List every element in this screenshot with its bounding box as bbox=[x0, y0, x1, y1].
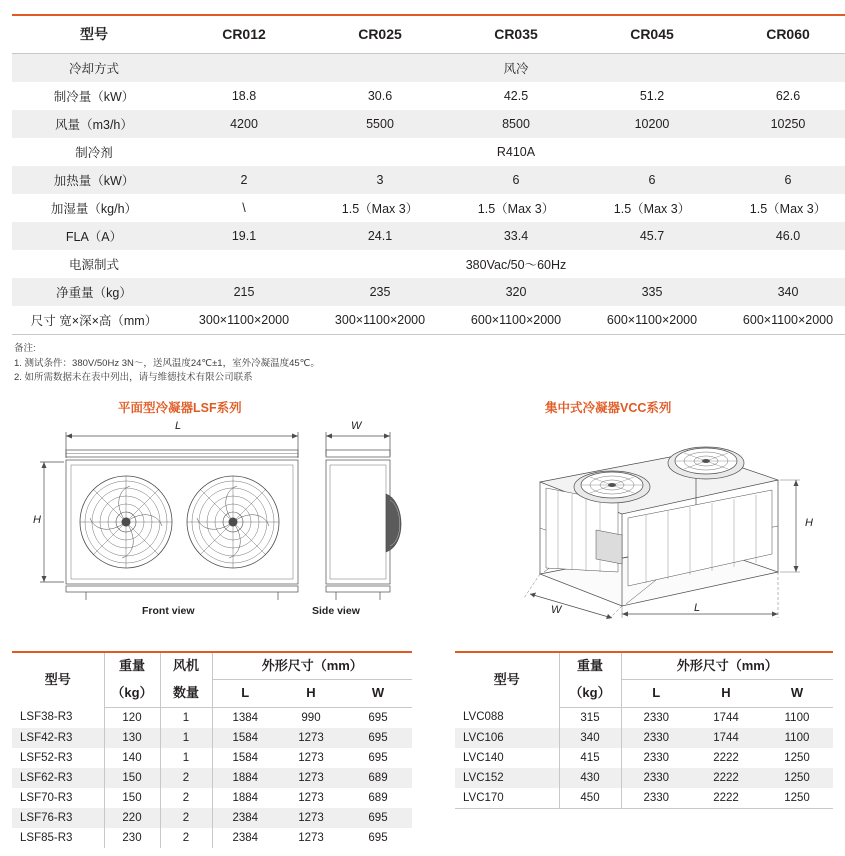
vcc-header-W: W bbox=[761, 680, 833, 707]
lsf-cell-W: 695 bbox=[368, 751, 388, 764]
row-value: 46.0 bbox=[775, 229, 801, 243]
row-label: 加湿量（kg/h） bbox=[50, 202, 138, 216]
lsf-cell-L: 2384 bbox=[232, 811, 259, 824]
vcc-cell-model: LVC088 bbox=[455, 707, 559, 728]
vcc-cell-weight: 315 bbox=[559, 707, 621, 728]
vcc-cell-L: 2330 bbox=[643, 711, 670, 724]
lsf-length-label: L bbox=[175, 420, 182, 433]
vcc-cell-model: LVC170 bbox=[455, 788, 559, 809]
row-value: 2 bbox=[240, 173, 248, 187]
spec-header-model: 型号 bbox=[80, 26, 108, 42]
lsf-cell-L: 1884 bbox=[232, 791, 259, 804]
lsf-header-weight-1: 重量 bbox=[104, 652, 160, 680]
row-value: \ bbox=[242, 201, 246, 215]
vcc-cell-W: 1250 bbox=[784, 751, 810, 764]
lsf-header-fan-1: 风机 bbox=[160, 652, 212, 680]
lsf-cell-W: 695 bbox=[368, 711, 388, 724]
row-label: 风量（m3/h） bbox=[55, 118, 133, 132]
table-row bbox=[12, 306, 845, 335]
lsf-cell-weight: 230 bbox=[104, 828, 160, 848]
diagram-captions bbox=[0, 398, 845, 418]
table-row bbox=[455, 707, 833, 728]
row-value: 10200 bbox=[634, 117, 670, 131]
lsf-cell-L: 1884 bbox=[232, 771, 259, 784]
lsf-cell-model: LSF70-R3 bbox=[12, 788, 104, 808]
vcc-cell-model: LVC140 bbox=[455, 748, 559, 768]
row-value: 215 bbox=[233, 285, 255, 299]
lsf-cell-H: 1273 bbox=[298, 731, 324, 744]
lsf-cell-weight: 220 bbox=[104, 808, 160, 828]
lsf-cell-fans: 2 bbox=[160, 808, 212, 828]
row-value: 62.6 bbox=[775, 89, 801, 103]
table-row bbox=[12, 54, 845, 83]
table-row bbox=[12, 788, 412, 808]
row-value: 42.5 bbox=[503, 89, 529, 103]
row-value: 1.5（Max 3） bbox=[613, 202, 691, 216]
row-value: 1.5（Max 3） bbox=[477, 202, 555, 216]
vcc-cell-model: LVC152 bbox=[455, 768, 559, 788]
row-value: 51.2 bbox=[639, 89, 665, 103]
row-value: 320 bbox=[505, 285, 527, 299]
row-value: 300×1100×2000 bbox=[312, 306, 448, 335]
lsf-cell-fans: 1 bbox=[160, 707, 212, 728]
table-row bbox=[12, 138, 845, 166]
table-row bbox=[12, 82, 845, 110]
spec-header-cr060: CR060 bbox=[766, 26, 810, 42]
lsf-table-head bbox=[12, 652, 412, 707]
lsf-header-model: 型号 bbox=[12, 652, 104, 707]
table-row bbox=[455, 728, 833, 748]
lsf-height-label: H bbox=[33, 514, 41, 527]
vcc-cell-L: 2330 bbox=[643, 731, 670, 744]
table-row bbox=[12, 110, 845, 138]
lsf-cell-H: 1273 bbox=[298, 771, 324, 784]
vcc-header-row-1 bbox=[455, 652, 833, 680]
row-value: 6 bbox=[512, 173, 520, 187]
row-value: 340 bbox=[777, 285, 799, 299]
diagram-area bbox=[0, 422, 845, 637]
row-value: 335 bbox=[641, 285, 663, 299]
table-row bbox=[12, 194, 845, 222]
vcc-dimension-table bbox=[455, 651, 833, 809]
row-label: 制冷量（kW） bbox=[53, 90, 135, 104]
row-value: 235 bbox=[369, 285, 391, 299]
lsf-cell-W: 689 bbox=[368, 791, 388, 804]
row-value: 5500 bbox=[366, 117, 394, 131]
vcc-header-weight-2: （kg） bbox=[559, 680, 621, 707]
front-view-label: Front view bbox=[142, 605, 195, 618]
datasheet-page bbox=[0, 14, 845, 852]
lsf-header-fan-2: 数量 bbox=[160, 680, 212, 707]
lsf-cell-model: LSF38-R3 bbox=[12, 707, 104, 728]
lsf-cell-W: 695 bbox=[368, 731, 388, 744]
row-value: 600×1100×2000 bbox=[720, 306, 845, 335]
lsf-cell-L: 2384 bbox=[232, 831, 259, 844]
row-label: FLA（A） bbox=[65, 230, 123, 244]
lsf-cell-model: LSF42-R3 bbox=[12, 728, 104, 748]
table-row bbox=[455, 768, 833, 788]
row-value: 4200 bbox=[230, 117, 258, 131]
lsf-cell-weight: 120 bbox=[104, 707, 160, 728]
side-view-label: Side view bbox=[312, 605, 360, 618]
vcc-cell-L: 2330 bbox=[643, 771, 670, 784]
vcc-header-weight-1: 重量 bbox=[559, 652, 621, 680]
row-value: 19.1 bbox=[231, 229, 257, 243]
row-value: 18.8 bbox=[231, 89, 257, 103]
vcc-header-H: H bbox=[691, 680, 761, 707]
vcc-cell-L: 2330 bbox=[643, 751, 670, 764]
table-row bbox=[12, 166, 845, 194]
spec-header-cr025: CR025 bbox=[358, 26, 402, 42]
lsf-condenser-drawing bbox=[30, 422, 430, 627]
spec-header-cr012: CR012 bbox=[222, 26, 266, 42]
lsf-header-group: 外形尺寸（mm） bbox=[212, 652, 412, 680]
spec-header-cr035: CR035 bbox=[494, 26, 538, 42]
row-value: 10250 bbox=[770, 117, 806, 131]
vcc-cell-H: 2222 bbox=[713, 771, 739, 784]
row-value: 30.6 bbox=[367, 89, 393, 103]
table-row bbox=[455, 788, 833, 809]
lsf-width-label: W bbox=[351, 420, 362, 433]
row-value: 1.5（Max 3） bbox=[341, 202, 419, 216]
spec-table-body bbox=[12, 54, 845, 335]
spec-header-row bbox=[12, 15, 845, 54]
notes-line-1: 1. 测试条件：380V/50Hz 3N～，送风温度24℃±1，室外冷凝温度45℃。 bbox=[14, 357, 320, 369]
vcc-cell-W: 1100 bbox=[784, 711, 810, 724]
table-row bbox=[12, 768, 412, 788]
vcc-cell-weight: 415 bbox=[559, 748, 621, 768]
vcc-cell-H: 1744 bbox=[713, 711, 739, 724]
lsf-cell-model: LSF52-R3 bbox=[12, 748, 104, 768]
row-value: 24.1 bbox=[367, 229, 393, 243]
row-label: 冷却方式 bbox=[68, 62, 119, 76]
table-row bbox=[12, 748, 412, 768]
vcc-cell-W: 1250 bbox=[761, 788, 833, 809]
vcc-header-L: L bbox=[621, 680, 691, 707]
row-value: 3 bbox=[376, 173, 384, 187]
row-merged-value: R410A bbox=[496, 145, 536, 159]
notes-title: 备注: bbox=[14, 343, 36, 354]
lsf-header-H: H bbox=[278, 680, 344, 707]
table-row bbox=[12, 250, 845, 278]
lsf-cell-H: 1273 bbox=[298, 791, 324, 804]
row-value: 1.5（Max 3） bbox=[749, 202, 827, 216]
lsf-header-L: L bbox=[212, 680, 278, 707]
lsf-cell-fans: 2 bbox=[160, 788, 212, 808]
vcc-cell-W: 1100 bbox=[784, 731, 810, 744]
table-row bbox=[12, 278, 845, 306]
spec-header-cr045: CR045 bbox=[630, 26, 674, 42]
vcc-cell-weight: 430 bbox=[559, 768, 621, 788]
row-label: 加热量（kW） bbox=[53, 174, 135, 188]
lsf-cell-weight: 140 bbox=[104, 748, 160, 768]
row-label: 制冷剂 bbox=[75, 146, 113, 160]
lsf-cell-H: 1273 bbox=[298, 751, 324, 764]
row-merged-value: 380Vac/50～60Hz bbox=[465, 258, 567, 272]
lsf-cell-fans: 2 bbox=[160, 768, 212, 788]
row-value: 8500 bbox=[502, 117, 530, 131]
lsf-cell-L: 1384 bbox=[232, 711, 259, 724]
vcc-length-label: L bbox=[694, 602, 701, 615]
vcc-header-group: 外形尺寸（mm） bbox=[621, 652, 833, 680]
vcc-cell-model: LVC106 bbox=[455, 728, 559, 748]
lsf-cell-W: 695 bbox=[368, 831, 388, 844]
vcc-condenser-drawing bbox=[500, 422, 820, 627]
lsf-cell-weight: 130 bbox=[104, 728, 160, 748]
table-row bbox=[12, 808, 412, 828]
vcc-width-label: W bbox=[551, 604, 562, 617]
specifications-table bbox=[12, 14, 845, 335]
notes-block bbox=[14, 342, 831, 386]
vcc-cell-H: 1744 bbox=[713, 731, 739, 744]
lsf-cell-model: LSF85-R3 bbox=[12, 828, 104, 848]
vcc-cell-weight: 340 bbox=[559, 728, 621, 748]
lsf-cell-fans: 1 bbox=[160, 748, 212, 768]
lsf-cell-fans: 2 bbox=[160, 828, 212, 848]
lsf-cell-fans: 1 bbox=[160, 728, 212, 748]
lsf-cell-L: 1584 bbox=[232, 731, 259, 744]
row-value: 6 bbox=[784, 173, 792, 187]
row-value: 300×1100×2000 bbox=[176, 306, 312, 335]
row-value: 600×1100×2000 bbox=[584, 306, 720, 335]
vcc-cell-L: 2330 bbox=[621, 788, 691, 809]
vcc-table-body bbox=[455, 707, 833, 808]
row-label: 净重量（kg） bbox=[56, 286, 132, 300]
row-value: 45.7 bbox=[639, 229, 665, 243]
lsf-cell-model: LSF76-R3 bbox=[12, 808, 104, 828]
lsf-table-body bbox=[12, 707, 412, 848]
vcc-height-label: H bbox=[805, 517, 813, 530]
vcc-cell-H: 2222 bbox=[691, 788, 761, 809]
lsf-cell-L: 1584 bbox=[232, 751, 259, 764]
lsf-cell-weight: 150 bbox=[104, 768, 160, 788]
lsf-cell-H: 990 bbox=[301, 711, 321, 724]
table-row bbox=[12, 728, 412, 748]
lsf-cell-W: 689 bbox=[368, 771, 388, 784]
lsf-cell-W: 695 bbox=[368, 811, 388, 824]
vcc-header-model: 型号 bbox=[455, 652, 559, 707]
vcc-cell-H: 2222 bbox=[713, 751, 739, 764]
caption-lsf: 平面型冷凝器LSF系列 bbox=[118, 401, 242, 416]
row-value: 600×1100×2000 bbox=[448, 306, 584, 335]
table-row bbox=[12, 707, 412, 728]
table-row bbox=[12, 222, 845, 250]
row-label: 电源制式 bbox=[68, 258, 119, 272]
row-value: 33.4 bbox=[503, 229, 529, 243]
lsf-cell-model: LSF62-R3 bbox=[12, 768, 104, 788]
lsf-header-row-1 bbox=[12, 652, 412, 680]
vcc-cell-weight: 450 bbox=[559, 788, 621, 809]
row-label: 尺寸 宽×深×高（mm） bbox=[12, 306, 176, 335]
lsf-dimension-table bbox=[12, 651, 412, 848]
row-value: 6 bbox=[648, 173, 656, 187]
lsf-cell-H: 1273 bbox=[298, 811, 324, 824]
vcc-table-head bbox=[455, 652, 833, 707]
caption-vcc: 集中式冷凝器VCC系列 bbox=[545, 401, 672, 416]
lsf-cell-H: 1273 bbox=[298, 831, 324, 844]
row-merged-value: 风冷 bbox=[503, 62, 529, 76]
dimension-tables bbox=[0, 651, 845, 856]
notes-line-2: 2. 如所需数据未在表中列出，请与维德技术有限公司联系 bbox=[14, 372, 253, 384]
vcc-cell-W: 1250 bbox=[784, 771, 810, 784]
lsf-cell-weight: 150 bbox=[104, 788, 160, 808]
lsf-header-weight-2: （kg） bbox=[104, 680, 160, 707]
lsf-header-W: W bbox=[344, 680, 412, 707]
spec-table-head bbox=[12, 15, 845, 54]
table-row bbox=[455, 748, 833, 768]
